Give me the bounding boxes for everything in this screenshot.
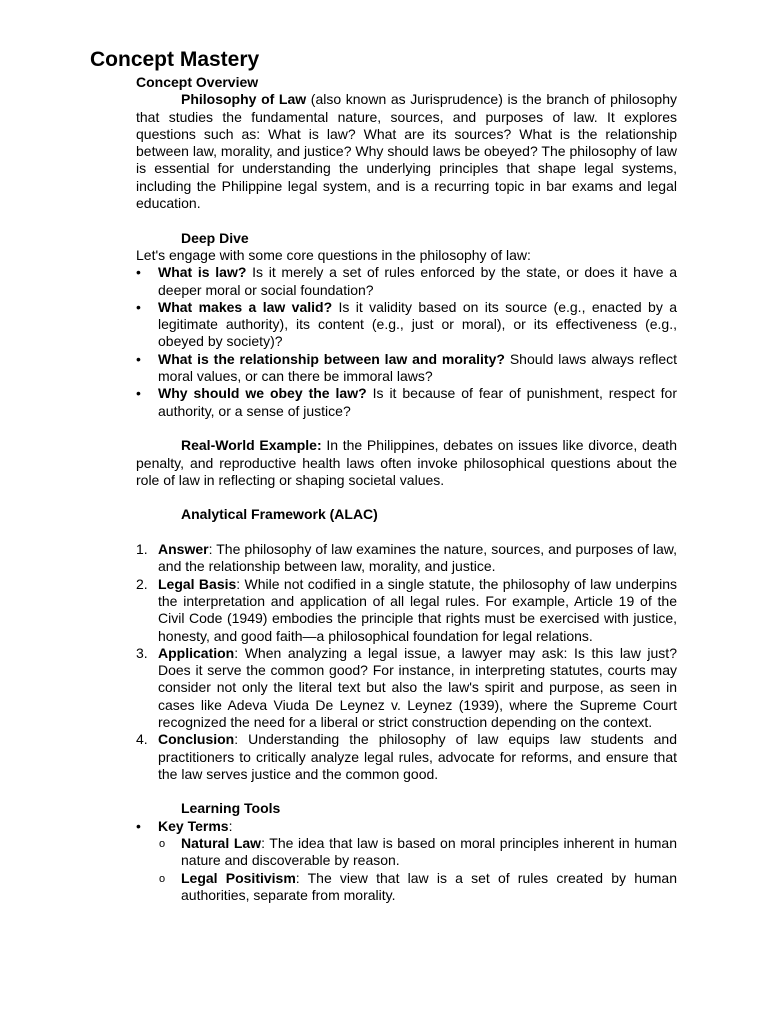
framework-heading: Analytical Framework (ALAC) bbox=[181, 506, 378, 523]
deep-dive-heading: Deep Dive bbox=[181, 229, 249, 246]
question-text: Should laws always reflect moral values, or can there be immoral laws? bbox=[158, 350, 678, 385]
document-body bbox=[136, 74, 677, 904]
example-text: In the Philippines, debates on issues like divorce, death penalty, and reproductive health laws often invoke philosophical questions about the role of law in reflecting or shaping societal values. bbox=[136, 437, 677, 488]
example-label: Real-World Example: bbox=[181, 437, 322, 454]
learning-tools-heading: Learning Tools bbox=[181, 800, 281, 817]
question-label: Why should we obey the law? bbox=[158, 385, 367, 402]
list-item bbox=[136, 731, 677, 783]
page-title: Concept Mastery bbox=[90, 48, 260, 71]
question-text: Is it because of fear of punishment, respect for authority, or a sense of justice? bbox=[158, 385, 677, 419]
item-label: Legal Basis bbox=[158, 575, 237, 592]
list-item bbox=[136, 645, 677, 731]
term-text: : The idea that law is based on moral principles inherent in human nature and discoverable by reason. bbox=[181, 835, 678, 869]
key-terms-label: Key Terms bbox=[158, 817, 229, 834]
deep-dive-intro: Let's engage with some core questions in the philosophy of law: bbox=[136, 246, 531, 263]
question-text: Is it merely a set of rules enforced by the state, or does it have a deeper moral or social foundation? bbox=[158, 264, 677, 298]
list-item bbox=[136, 299, 677, 351]
list-item bbox=[136, 385, 677, 420]
term-label: Legal Positivism bbox=[181, 869, 296, 886]
item-label: Conclusion bbox=[158, 731, 235, 748]
overview-term: Philosophy of Law bbox=[181, 91, 307, 108]
question-label: What is law? bbox=[158, 264, 247, 281]
real-world-example bbox=[136, 437, 677, 489]
alac-list bbox=[136, 541, 677, 783]
list-item bbox=[136, 541, 677, 576]
item-text: : Understanding the philosophy of law equips law students and practitioners to critically analyze legal rules, advocate for reforms, and ensure that the law serves justice and the common good. bbox=[158, 731, 677, 782]
item-text: : While not codified in a single statute, the philosophy of law underpins the interpretation and application of all legal rules. For example, Article 19 of the Civil Code (1949) embodies the principle that rights must be exercised with justice, honesty, and good faith—a philosophical foundation for legal relations. bbox=[158, 575, 677, 644]
list-item bbox=[136, 576, 677, 645]
list-item bbox=[136, 835, 677, 870]
question-label: What makes a law valid? bbox=[158, 298, 333, 315]
item-number: 3. bbox=[136, 644, 148, 661]
deep-dive-list bbox=[136, 264, 677, 420]
item-label: Answer bbox=[158, 541, 209, 558]
concept-overview-heading: Concept Overview bbox=[136, 74, 259, 90]
list-item bbox=[136, 818, 677, 904]
learning-tools-list bbox=[136, 818, 677, 904]
question-label: What is the relationship between law and morality? bbox=[158, 350, 505, 367]
key-terms-list bbox=[136, 835, 677, 904]
item-number: 1. bbox=[136, 541, 148, 558]
overview-text: (also known as Jurisprudence) is the branch of philosophy that studies the fundamental nature, sources, and purposes of law. It explores questions such as: What is law? What are its sources? What is the relationship between law, morality, and justice? Why should laws be obeyed? The philosophy of law is essential for understanding the underlying principles that shape legal systems, including the Philippine legal system, and is a recurring topic in bar exams and legal education. bbox=[136, 91, 678, 212]
list-item bbox=[136, 264, 677, 299]
item-number: 2. bbox=[136, 575, 148, 592]
question-text: Is it validity based on its source (e.g., enacted by a legitimate authority), its content (e.g., just or moral), or its effectiveness (e.g., obeyed by society)? bbox=[158, 298, 677, 350]
concept-overview-paragraph bbox=[136, 91, 677, 212]
item-text: : When analyzing a legal issue, a lawyer may ask: Is this law just? Does it serve the common good? For instance, in interpreting statutes, courts may consider not only the literal text but also the law's spirit and purpose, as seen in cases like Adeva Viuda De Leynez v. Leynez (1939), where the Supreme Court recognized the need for a liberal or strict construction depending on the context. bbox=[158, 644, 677, 730]
term-label: Natural Law bbox=[181, 835, 262, 852]
term-text: : The view that law is a set of rules created by human authorities, separate from morality. bbox=[181, 869, 677, 903]
item-number: 4. bbox=[136, 731, 148, 748]
list-item bbox=[136, 870, 677, 905]
list-item bbox=[136, 351, 677, 386]
key-terms-colon: : bbox=[228, 817, 233, 834]
item-label: Application bbox=[158, 644, 235, 661]
item-text: : The philosophy of law examines the nature, sources, and purposes of law, and the relationship between law, morality, and justice. bbox=[158, 541, 677, 575]
